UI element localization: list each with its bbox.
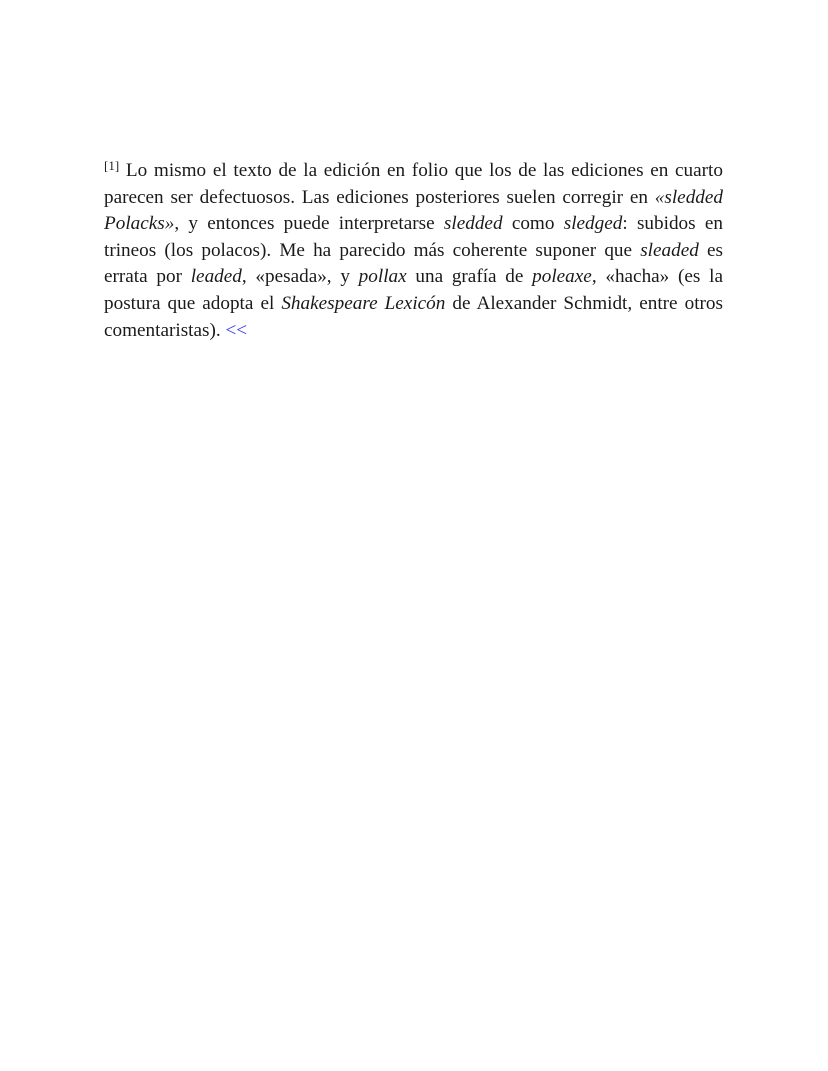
footnote-italic-term: «sledded Polacks» — [104, 186, 723, 235]
footnote-italic-term: sledged — [563, 213, 623, 235]
footnote-italic-title: Shakespeare Lexicón — [281, 292, 446, 314]
footnote-text: es errata por — [104, 239, 724, 288]
footnote-paragraph — [104, 158, 723, 344]
footnote-backlink[interactable]: << — [225, 319, 248, 341]
footnote-italic-term: sledded — [443, 213, 503, 235]
footnote-text: como — [502, 213, 564, 235]
footnote-text: : subidos en trineos (los polacos). Me ha parecido más coherente suponer que — [104, 213, 723, 261]
footnote-text: una grafía de — [406, 266, 533, 288]
footnote-text: , «hacha» (es la postura que adopta el — [104, 266, 723, 314]
footnote-italic-term: pollax — [358, 266, 407, 288]
footnote-marker: [1] — [104, 158, 120, 173]
footnote-italic-term: poleaxe — [532, 266, 592, 288]
footnote-text: de Alexander Schmidt, entre otros comentaristas). — [104, 292, 723, 341]
footnote-text: Lo mismo el texto de la edición en folio que los de las ediciones en cuarto parecen ser defectuosos. Las ediciones posteriores suelen corregir en — [104, 160, 723, 208]
page-content — [104, 158, 723, 344]
footnote-italic-term: sleaded — [640, 239, 699, 261]
footnote-italic-term: leaded — [190, 266, 242, 288]
footnote-text: , y entonces puede interpretarse — [174, 213, 444, 235]
footnote-text: , «pesada», y — [241, 266, 359, 288]
